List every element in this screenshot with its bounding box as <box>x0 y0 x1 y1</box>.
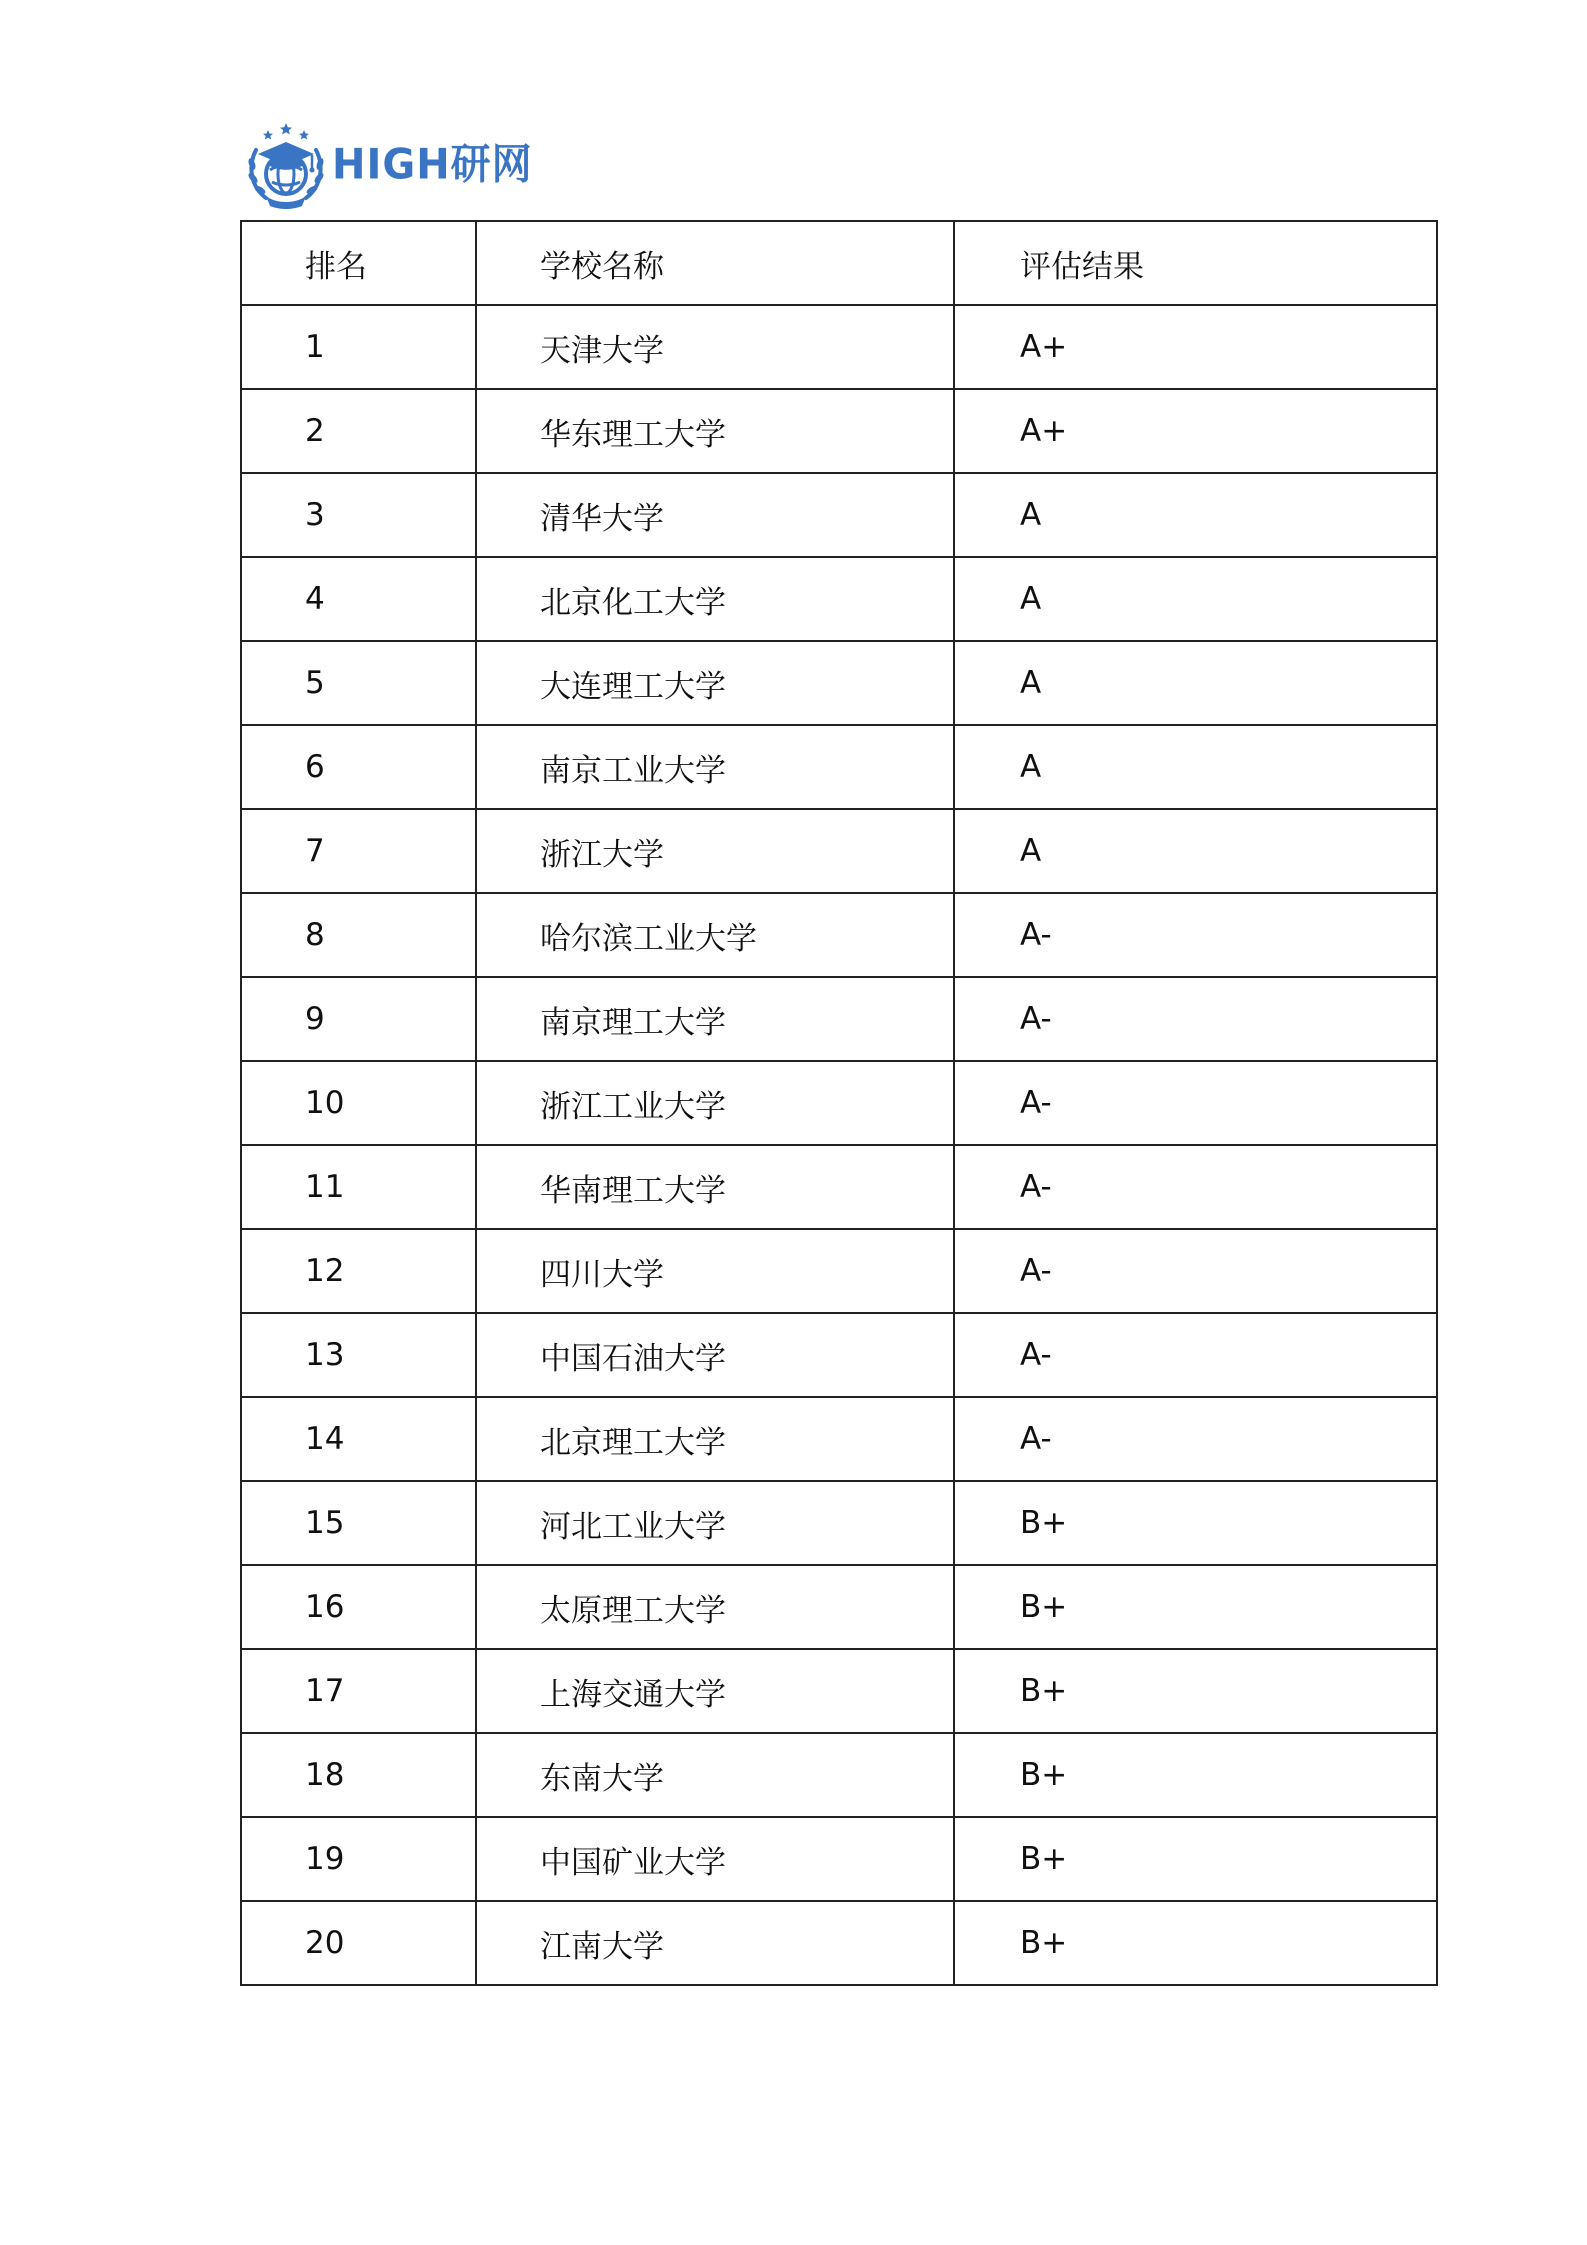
school-name-cell: 太原理工大学 <box>476 1565 954 1649</box>
rank-cell: 6 <box>241 725 476 809</box>
table-row <box>241 1565 1437 1649</box>
grade-cell: A <box>954 725 1437 809</box>
rank-cell: 12 <box>241 1229 476 1313</box>
rank-cell: 10 <box>241 1061 476 1145</box>
school-name-cell: 东南大学 <box>476 1733 954 1817</box>
rank-cell: 7 <box>241 809 476 893</box>
grade-cell: B+ <box>954 1565 1437 1649</box>
grade-cell: B+ <box>954 1817 1437 1901</box>
rank-cell: 16 <box>241 1565 476 1649</box>
table-row <box>241 641 1437 725</box>
grade-cell: B+ <box>954 1481 1437 1565</box>
table-row <box>241 1901 1437 1985</box>
school-name-cell: 中国矿业大学 <box>476 1817 954 1901</box>
rank-cell: 1 <box>241 305 476 389</box>
rank-cell: 4 <box>241 557 476 641</box>
rank-cell: 15 <box>241 1481 476 1565</box>
school-name-cell: 华东理工大学 <box>476 389 954 473</box>
table-row <box>241 809 1437 893</box>
rank-cell: 13 <box>241 1313 476 1397</box>
grade-cell: B+ <box>954 1733 1437 1817</box>
rank-cell: 20 <box>241 1901 476 1985</box>
header-rank: 排名 <box>241 221 476 305</box>
school-name-cell: 华南理工大学 <box>476 1145 954 1229</box>
school-name-cell: 江南大学 <box>476 1901 954 1985</box>
table-row <box>241 893 1437 977</box>
table-row <box>241 1817 1437 1901</box>
grade-cell: A- <box>954 977 1437 1061</box>
table-row <box>241 1733 1437 1817</box>
table-row <box>241 1229 1437 1313</box>
table-row <box>241 1649 1437 1733</box>
table-row <box>241 1397 1437 1481</box>
school-name-cell: 清华大学 <box>476 473 954 557</box>
grade-cell: A- <box>954 1397 1437 1481</box>
school-name-cell: 上海交通大学 <box>476 1649 954 1733</box>
table-row <box>241 977 1437 1061</box>
table-row <box>241 1145 1437 1229</box>
table-row <box>241 389 1437 473</box>
rank-cell: 17 <box>241 1649 476 1733</box>
school-name-cell: 天津大学 <box>476 305 954 389</box>
rank-cell: 8 <box>241 893 476 977</box>
grade-cell: A+ <box>954 305 1437 389</box>
school-name-cell: 哈尔滨工业大学 <box>476 893 954 977</box>
table-header <box>241 221 1437 305</box>
table-body <box>241 305 1437 1985</box>
school-name-cell: 浙江大学 <box>476 809 954 893</box>
grade-cell: A- <box>954 893 1437 977</box>
rank-cell: 2 <box>241 389 476 473</box>
grade-cell: B+ <box>954 1901 1437 1985</box>
school-name-cell: 河北工业大学 <box>476 1481 954 1565</box>
grade-cell: A+ <box>954 389 1437 473</box>
table-row <box>241 557 1437 641</box>
school-name-cell: 大连理工大学 <box>476 641 954 725</box>
school-name-cell: 四川大学 <box>476 1229 954 1313</box>
school-name-cell: 中国石油大学 <box>476 1313 954 1397</box>
rank-cell: 9 <box>241 977 476 1061</box>
rank-cell: 3 <box>241 473 476 557</box>
rank-cell: 5 <box>241 641 476 725</box>
header-row <box>241 221 1437 305</box>
rank-cell: 18 <box>241 1733 476 1817</box>
rank-cell: 14 <box>241 1397 476 1481</box>
school-name-cell: 浙江工业大学 <box>476 1061 954 1145</box>
grade-cell: A- <box>954 1313 1437 1397</box>
table-row <box>241 305 1437 389</box>
rank-cell: 11 <box>241 1145 476 1229</box>
brand-name: HIGH研网 <box>332 140 533 190</box>
grade-cell: A- <box>954 1229 1437 1313</box>
grade-cell: A <box>954 473 1437 557</box>
school-name-cell: 南京理工大学 <box>476 977 954 1061</box>
grade-cell: A- <box>954 1061 1437 1145</box>
rank-cell: 19 <box>241 1817 476 1901</box>
school-name-cell: 北京理工大学 <box>476 1397 954 1481</box>
table-row <box>241 1481 1437 1565</box>
brand-logo <box>244 120 533 210</box>
school-name-cell: 北京化工大学 <box>476 557 954 641</box>
table-row <box>241 725 1437 809</box>
school-name-cell: 南京工业大学 <box>476 725 954 809</box>
grade-cell: B+ <box>954 1649 1437 1733</box>
table-row <box>241 473 1437 557</box>
grade-cell: A <box>954 641 1437 725</box>
graduation-cap-emblem-icon <box>244 120 328 210</box>
grade-cell: A <box>954 809 1437 893</box>
header-school-name: 学校名称 <box>476 221 954 305</box>
grade-cell: A- <box>954 1145 1437 1229</box>
header-evaluation-result: 评估结果 <box>954 221 1437 305</box>
ranking-table <box>240 220 1438 1986</box>
table-row <box>241 1313 1437 1397</box>
table-row <box>241 1061 1437 1145</box>
grade-cell: A <box>954 557 1437 641</box>
